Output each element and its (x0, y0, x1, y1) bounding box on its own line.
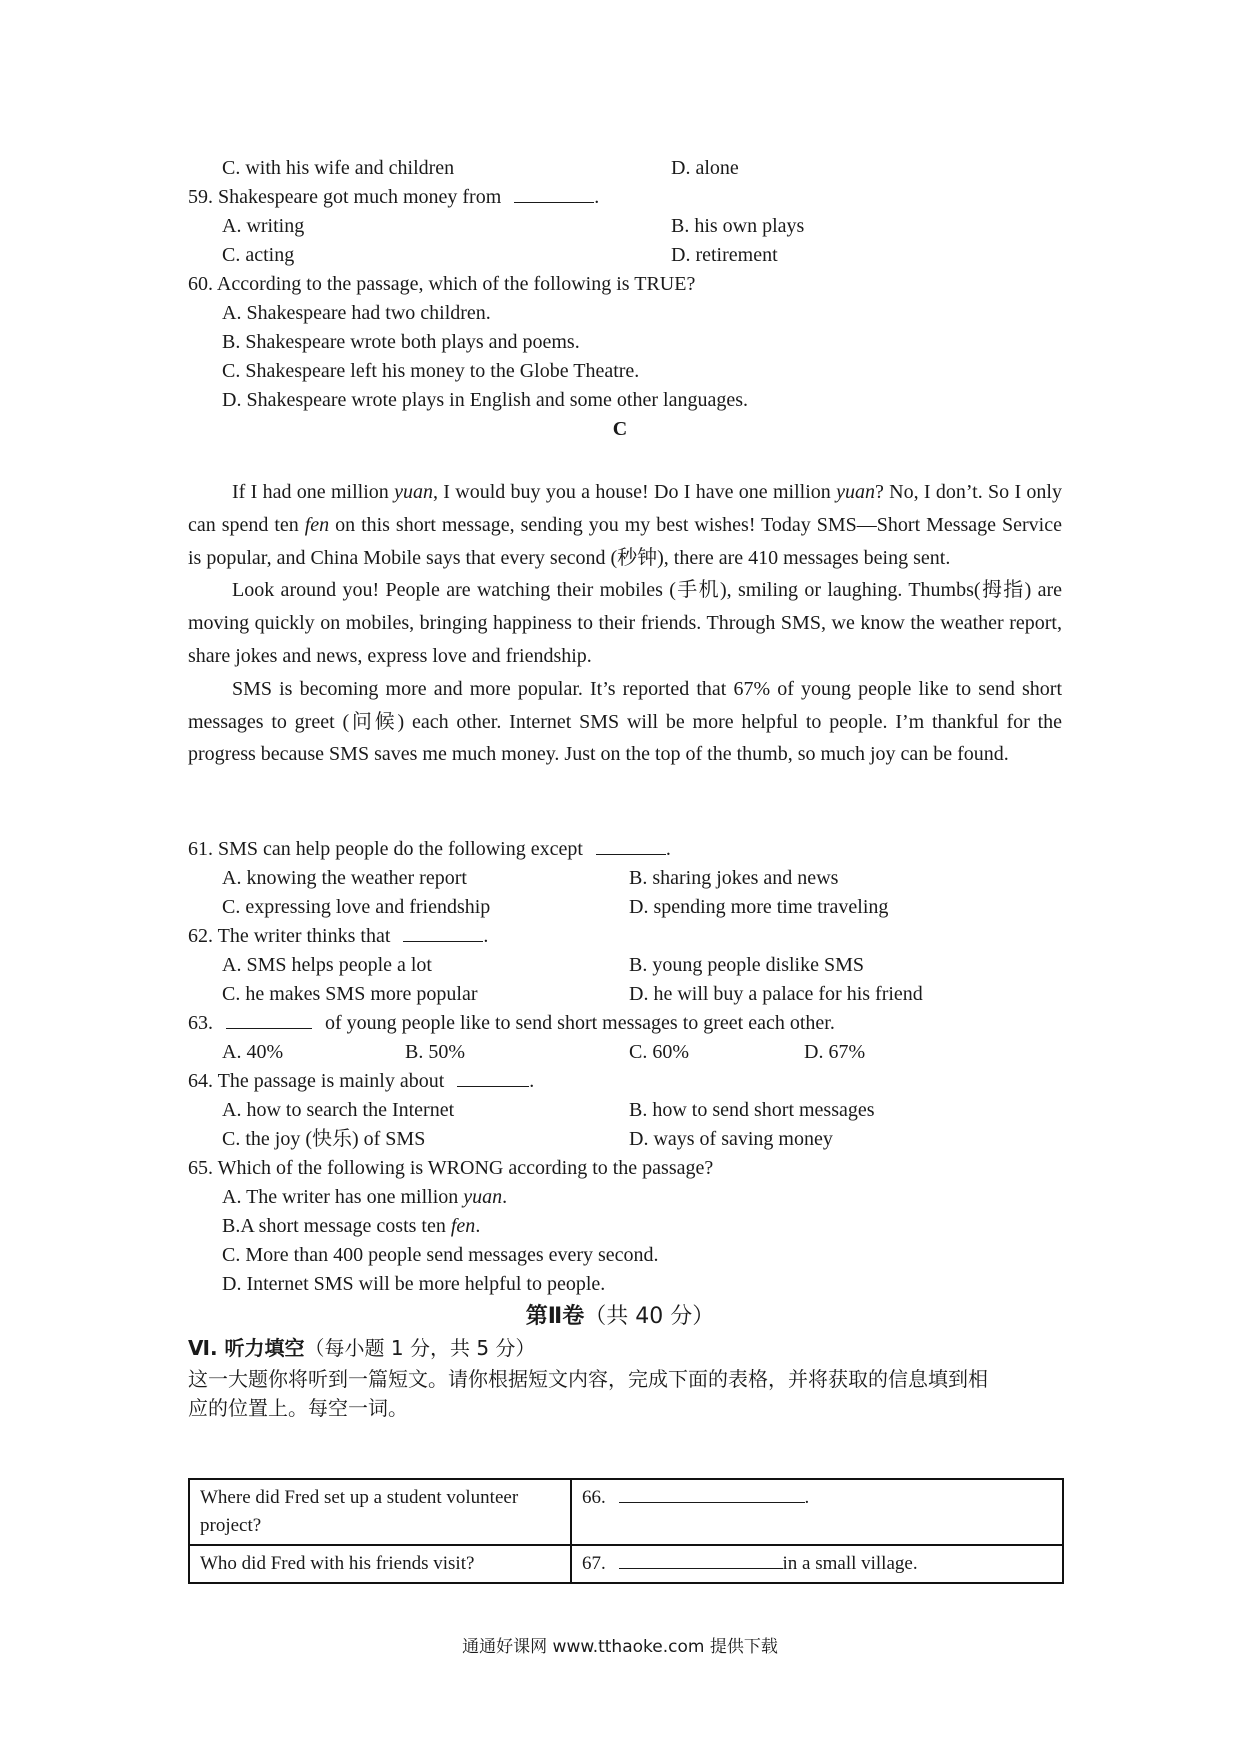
q59-stem: 59. Shakespeare got much money from . (188, 186, 600, 208)
q61-stem: 61. SMS can help people do the following except . (188, 838, 671, 860)
table-row (189, 1479, 1063, 1545)
section-six-title: Ⅵ. 听力填空 (188, 1336, 305, 1360)
answer-blank (596, 836, 666, 855)
q60-option-d: D. Shakespeare wrote plays in English and some other languages. (222, 389, 748, 411)
q59-option-a: A. writing (222, 215, 305, 237)
answer-blank (514, 184, 594, 203)
q58-option-d: D. alone (671, 157, 739, 179)
table-answer-cell: 67. in a small village. (571, 1545, 1063, 1583)
q63-option-d: D. 67% (804, 1041, 866, 1063)
q63-stem (188, 1009, 835, 1037)
answer-blank (619, 1550, 783, 1569)
passage-paragraph-3: SMS is becoming more and more popular. It’s reported that 67% of young people like to send short messages to greet (问候) each other. Internet SMS will be more helpful to people. I’m thankful for the progress because SMS saves me much money. Just on the top of the thumb, so much joy can be found. (188, 677, 1062, 766)
q62-option-d: D. he will buy a palace for his friend (629, 983, 923, 1005)
q61-option-a: A. knowing the weather report (222, 867, 467, 889)
q62-option-b: B. young people dislike SMS (629, 954, 865, 976)
table-question-cell: Where did Fred set up a student volunteer project? (189, 1479, 571, 1545)
q62-stem-text: 62. The writer thinks that (188, 925, 391, 947)
table-question-cell: Who did Fred with his friends visit? (189, 1545, 571, 1583)
q64-option-b: B. how to send short messages (629, 1099, 875, 1121)
q62-stem: 62. The writer thinks that . (188, 925, 489, 947)
answer-blank (226, 1010, 312, 1029)
q63-option-a: A. 40% (222, 1041, 284, 1063)
q60-option-a: A. Shakespeare had two children. (222, 302, 491, 324)
q59-option-d: D. retirement (671, 244, 778, 266)
part-two-score: （共 40 分） (584, 1304, 715, 1329)
q61-stem-text: 61. SMS can help people do the following except (188, 838, 583, 860)
q63-option-c: C. 60% (629, 1041, 689, 1063)
section-six-note: （每小题 1 分，共 5 分） (304, 1336, 536, 1360)
answer-blank (619, 1484, 805, 1503)
q63-option-b: B. 50% (405, 1041, 465, 1063)
section-c-heading: C (612, 418, 628, 440)
part-two-title: 第Ⅱ卷 (525, 1304, 585, 1329)
q65-option-b: B.A short message costs ten fen. (222, 1215, 481, 1237)
q59-option-b: B. his own plays (671, 215, 805, 237)
passage-c (188, 476, 1062, 771)
footer-source: 通通好课网 www.tthaoke.com 提供下载 (462, 1637, 778, 1657)
q60-option-b: B. Shakespeare wrote both plays and poems. (222, 331, 580, 353)
q59-stem-text: 59. Shakespeare got much money from (188, 186, 502, 208)
part-two-heading (0, 1302, 1240, 1331)
q60-stem: 60. According to the passage, which of the following is TRUE? (188, 273, 696, 295)
q65-option-c: C. More than 400 people send messages every second. (222, 1244, 659, 1266)
q65-option-a: A. The writer has one million yuan. (222, 1186, 508, 1208)
q63-stem-text: of young people like to send short messages to greet each other. (325, 1012, 835, 1034)
q63-number: 63. (188, 1012, 213, 1034)
q61-option-d: D. spending more time traveling (629, 896, 889, 918)
q65-option-d: D. Internet SMS will be more helpful to people. (222, 1273, 606, 1295)
section-six-instruction-1: 这一大题你将听到一篇短文。请你根据短文内容，完成下面的表格，并将获取的信息填到相 (188, 1367, 988, 1391)
q59-option-c: C. acting (222, 244, 295, 266)
q64-stem-text: 64. The passage is mainly about (188, 1070, 445, 1092)
listening-table (188, 1478, 1064, 1584)
table-answer-cell: 66. . (571, 1479, 1063, 1545)
passage-paragraph-2: Look around you! People are watching their mobiles (手机), smiling or laughing. Thumbs(拇指) are moving quickly on mobiles, bringing happiness to their friends. Through SMS, we know the weather report, share jokes and news, express love and friendship. (188, 579, 1062, 667)
q64-stem: 64. The passage is mainly about . (188, 1070, 535, 1092)
q64-option-d: D. ways of saving money (629, 1128, 833, 1150)
q61-option-c: C. expressing love and friendship (222, 896, 491, 918)
q62-option-a: A. SMS helps people a lot (222, 954, 432, 976)
table-row (189, 1545, 1063, 1583)
passage-paragraph-1: If I had one million yuan, I would buy you a house! Do I have one million yuan? No, I don’t. So I only can spend ten fen on this short message, sending you my best wishes! Today SMS—Short Message Service is popular, and China Mobile says that every second (秒钟), there are 410 messages being sent. (188, 481, 1062, 569)
q61-option-b: B. sharing jokes and news (629, 867, 839, 889)
section-six-instruction-2: 应的位置上。每空一词。 (188, 1396, 408, 1420)
q65-stem: 65. Which of the following is WRONG according to the passage? (188, 1157, 714, 1179)
q64-option-a: A. how to search the Internet (222, 1099, 455, 1121)
q58-option-c: C. with his wife and children (222, 157, 455, 179)
q64-option-c: C. the joy (快乐) of SMS (222, 1128, 426, 1150)
q60-option-c: C. Shakespeare left his money to the Globe Theatre. (222, 360, 640, 382)
answer-blank (403, 923, 483, 942)
section-six-heading (188, 1334, 535, 1362)
answer-blank (457, 1068, 529, 1087)
q62-option-c: C. he makes SMS more popular (222, 983, 478, 1005)
